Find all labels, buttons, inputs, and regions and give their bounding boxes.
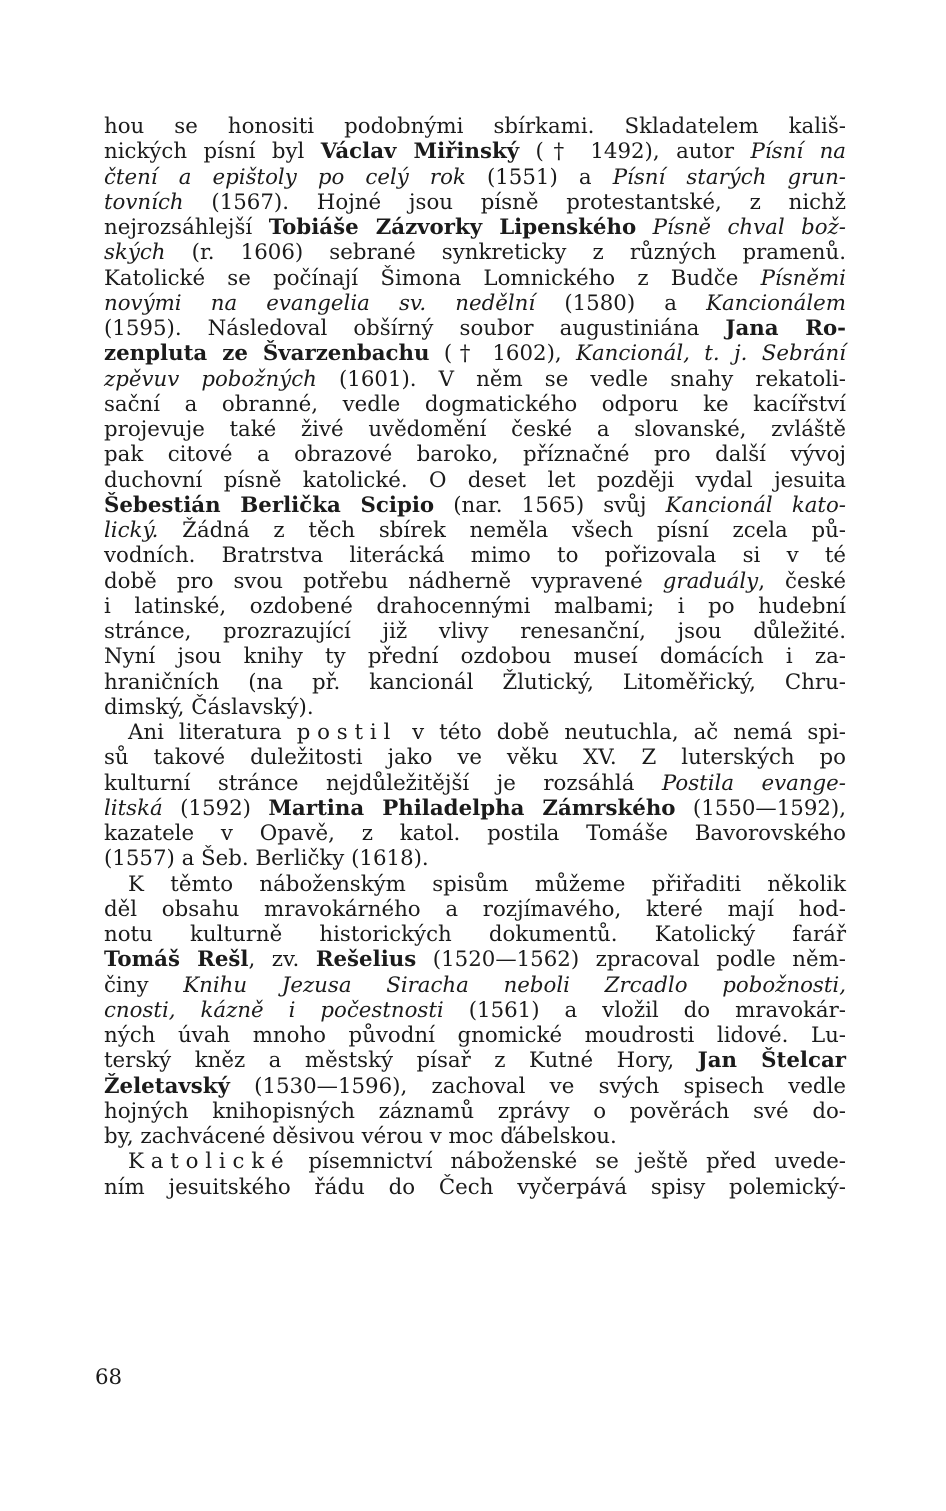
- text-span: (1557) a Šeb. Berličky (1618).: [104, 846, 429, 872]
- text-line: [104, 1149, 846, 1174]
- italic-text: Postila evange-: [661, 770, 846, 796]
- text-line: [104, 1124, 846, 1149]
- text-span: , české: [758, 568, 846, 594]
- bold-text: zenpluta ze Švarzenbachu: [104, 341, 430, 367]
- bold-text: Rešelius: [315, 947, 417, 973]
- text-line: [104, 796, 846, 821]
- text-span: činy: [104, 972, 184, 998]
- text-line: [104, 468, 846, 493]
- italic-text: cnosti, kázně i počestnosti: [104, 997, 444, 1023]
- text-span: hou se honositi podobnými sbírkami. Skladatelem kališ-: [104, 114, 846, 139]
- text-span: nických písní byl: [104, 139, 321, 165]
- text-line: [104, 266, 846, 291]
- text-line: [104, 998, 846, 1023]
- bold-text: Jan Štelcar: [697, 1048, 846, 1074]
- text-line: [104, 215, 846, 240]
- text-span: písemnictví náboženské se ještě před uvede-: [290, 1149, 846, 1175]
- text-line: [104, 518, 846, 543]
- text-span: (1601). V něm se vedle snahy rekatoli-: [316, 366, 846, 392]
- text-span: († 1492), autor: [519, 139, 751, 165]
- text-span: kulturní stránce nejdůležitější je rozsáhlá: [104, 770, 662, 796]
- text-line: [104, 594, 846, 619]
- page-body: [104, 114, 846, 1200]
- text-span: pak citové a obrazové baroko, příznačné pro další vývoj: [104, 442, 846, 468]
- text-line: [104, 139, 846, 164]
- bold-text: Tomáš Rešl: [104, 947, 249, 973]
- text-line: [104, 190, 846, 215]
- bold-text: Tobiáše Zázvorky Lipenského: [268, 215, 637, 240]
- text-line: [104, 897, 846, 922]
- text-span: (1595). Následoval obšírný soubor augustiniána: [104, 316, 726, 341]
- italic-text: Kancionál, t. j. Sebrání: [576, 341, 846, 367]
- bold-text: Jana Ro-: [725, 316, 846, 341]
- text-span: hojných knihopisných záznamů zprávy o pověrách své do-: [104, 1098, 846, 1124]
- text-line: [104, 569, 846, 594]
- text-line: [104, 846, 846, 871]
- text-line: [104, 1099, 846, 1124]
- text-span: (1567). Hojné jsou písně protestantské, z nichž: [183, 189, 846, 215]
- text-line: [104, 543, 846, 568]
- text-line: [104, 872, 846, 897]
- italic-text: zpěvuv pobožných: [104, 366, 317, 392]
- text-line: [104, 821, 846, 846]
- text-span: době pro svou potřebu nádherně vypravené: [104, 568, 663, 594]
- text-line: [104, 442, 846, 467]
- text-line: [104, 493, 846, 518]
- text-span: Katolické se počínají Šimona Lomnického z Budče: [104, 265, 761, 291]
- italic-text: lický.: [104, 518, 159, 543]
- text-span: dimský, Čáslavský).: [104, 694, 314, 720]
- text-line: [104, 922, 846, 947]
- bold-text: Martina Philadelpha Zámrského: [268, 795, 676, 821]
- italic-text: Knihu Jezusa Siracha neboli Zrcadlo pobožnosti,: [183, 972, 847, 998]
- text-span: by, zachvácené děsivou vérou v moc ďábelskou.: [104, 1124, 617, 1149]
- text-line: [104, 392, 846, 417]
- bold-text: Šebestián Berlička Scipio: [104, 492, 435, 518]
- text-line: [104, 165, 846, 190]
- text-line: [104, 644, 846, 669]
- text-line: [104, 670, 846, 695]
- spaced-text: Katolické: [128, 1149, 291, 1175]
- text-span: (1530—1596), zachoval ve svých spisech vedle: [229, 1073, 846, 1099]
- text-span: Žádná z těch sbírek neměla všech písní zcela pů-: [158, 518, 846, 543]
- text-span: terský kněz a městský písař z Kutné Hory,: [104, 1048, 698, 1074]
- text-line: [104, 695, 846, 720]
- italic-text: litská: [104, 795, 163, 821]
- text-span: projevuje také živé uvědomění české a slovanské, zvláště: [104, 417, 846, 442]
- text-span: († 1602),: [429, 341, 577, 367]
- page-number: 68: [95, 1365, 123, 1390]
- text-span: (1592): [162, 795, 269, 821]
- text-span: (1551) a: [465, 164, 613, 190]
- text-span: děl obsahu mravokárného a rozjímavého, které mají hod-: [104, 896, 846, 922]
- text-span: hraničních (na př. kancionál Žlutický, Litoměřický, Chru-: [104, 669, 846, 695]
- text-span: ním jesuitského řádu do Čech vyčerpává spisy polemický-: [104, 1174, 846, 1200]
- text-span: K těmto náboženským spisům můžeme přiřaditi několik: [128, 871, 846, 897]
- text-line: [104, 1074, 846, 1099]
- text-span: , zv.: [248, 947, 316, 973]
- italic-text: Kancionálem: [706, 290, 846, 316]
- text-line: [104, 973, 846, 998]
- text-line: [104, 417, 846, 442]
- text-line: [104, 745, 846, 770]
- text-line: [104, 1023, 846, 1048]
- text-span: v této době neutuchla, ač nemá spi-: [397, 720, 846, 745]
- text-line: [104, 341, 846, 366]
- text-span: (1550—1592),: [675, 795, 846, 821]
- italic-text: Kancionál kato-: [665, 492, 847, 518]
- text-span: [636, 215, 652, 240]
- text-line: [104, 619, 846, 644]
- bold-text: Václav Miřinský: [320, 139, 520, 165]
- text-span: duchovní písně katolické. O deset let později vydal jesuita: [104, 467, 846, 493]
- text-span: sační a obranné, vedle dogmatického odporu ke kacířství: [104, 391, 846, 417]
- text-span: vodních. Bratrstva literácká mimo to pořizovala si v té: [104, 543, 846, 569]
- text-span: (1520—1562) zpracoval podle něm-: [416, 947, 846, 973]
- text-line: [104, 114, 846, 139]
- text-line: [104, 367, 846, 392]
- text-span: ných úvah mnoho původní gnomické moudrosti lidové. Lu-: [104, 1023, 846, 1048]
- italic-text: novými na evangelia sv. nedělní: [104, 290, 536, 316]
- text-span: notu kulturně historických dokumentů. Katolický farář: [104, 922, 846, 947]
- text-span: (nar. 1565) svůj: [434, 492, 666, 518]
- spaced-text: postil: [296, 720, 398, 745]
- text-line: [104, 316, 846, 341]
- bold-text: Želetavský: [104, 1073, 230, 1099]
- text-line: [104, 771, 846, 796]
- text-span: i latinské, ozdobené drahocennými malbami; i po hudební: [104, 593, 846, 619]
- text-line: [104, 947, 846, 972]
- text-span: (1580) a: [535, 290, 707, 316]
- text-span: (r. 1606) sebrané synkreticky z různých pramenů.: [165, 240, 846, 266]
- text-line: [104, 1048, 846, 1073]
- text-line: [104, 1175, 846, 1200]
- text-line: [104, 720, 846, 745]
- text-span: sů takové duležitosti jako ve věku XV. Z luterských po: [104, 745, 846, 771]
- text-line: [104, 291, 846, 316]
- text-span: stránce, prozrazující již vlivy renesanční, jsou důležité.: [104, 619, 846, 644]
- italic-text: čtení a epištoly po celý rok: [104, 164, 466, 190]
- italic-text: graduály: [662, 568, 759, 594]
- italic-text: Písně chval bož-: [652, 215, 846, 240]
- text-span: Nyní jsou knihy ty přední ozdobou museí domácích i za-: [104, 644, 846, 670]
- italic-text: Písní na: [750, 139, 847, 165]
- italic-text: tovních: [104, 189, 184, 215]
- text-span: nejrozsáhlejší: [104, 215, 269, 240]
- text-span: Ani literatura: [128, 720, 297, 745]
- italic-text: Písněmi: [760, 265, 846, 291]
- italic-text: Písní starých grun-: [612, 164, 846, 190]
- text-span: kazatele v Opavě, z katol. postila Tomáše Bavorovského: [104, 821, 846, 846]
- text-span: (1561) a vložil do mravokár-: [443, 997, 846, 1023]
- italic-text: ských: [104, 240, 166, 266]
- text-line: [104, 240, 846, 265]
